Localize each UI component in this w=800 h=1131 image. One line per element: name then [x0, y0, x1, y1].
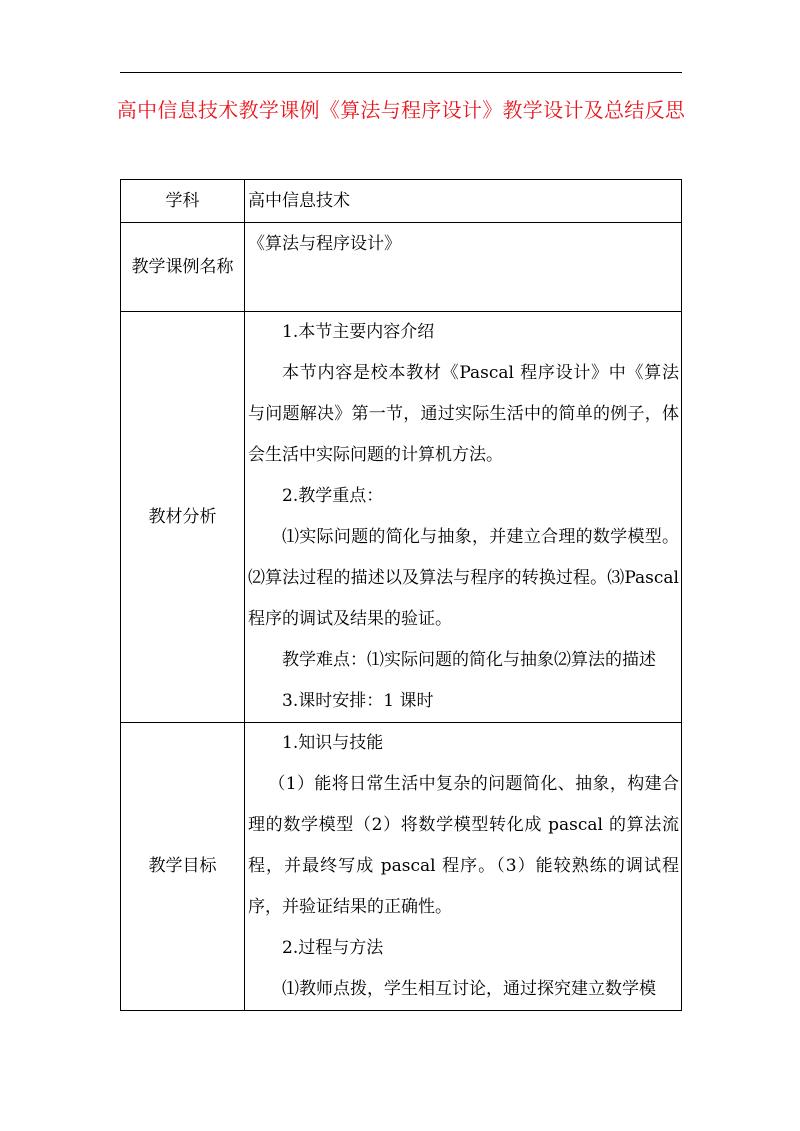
- goals-label: 教学目标: [121, 723, 245, 1011]
- subject-label: 学科: [121, 180, 245, 223]
- analysis-focus-text: ⑴实际问题的简化与抽象，并建立合理的数学模型。⑵算法过程的描述以及算法与程序的转换过程。⑶Pascal 程序的调试及结果的验证。: [248, 527, 679, 629]
- analysis-heading-intro: 1.本节主要内容介绍: [282, 322, 435, 342]
- table-row-subject: [121, 180, 682, 223]
- table-row-case-name: [121, 223, 682, 312]
- goals-content: [245, 723, 682, 1011]
- analysis-label: 教材分析: [121, 312, 245, 723]
- case-name-value: 《算法与程序设计》: [245, 223, 682, 312]
- lesson-plan-table: [120, 179, 682, 1011]
- goals-heading-process: 2.过程与方法: [282, 938, 384, 958]
- case-name-label: 教学课例名称: [121, 223, 245, 312]
- subject-value: 高中信息技术: [245, 180, 682, 223]
- header-rule: [120, 72, 682, 73]
- document-title: 高中信息技术教学课例《算法与程序设计》教学设计及总结反思: [116, 98, 686, 122]
- analysis-heading-focus: 2.教学重点：: [282, 486, 384, 506]
- analysis-intro-text: 本节内容是校本教材《Pascal 程序设计》中《算法与问题解决》第一节，通过实际生活中的简单的例子，体会生活中实际问题的计算机方法。: [248, 363, 679, 465]
- analysis-schedule-text: 3.课时安排：1 课时: [282, 691, 434, 711]
- analysis-content: [245, 312, 682, 723]
- goals-process-text: ⑴教师点拨，学生相互讨论，通过探究建立数学模: [282, 979, 656, 999]
- table-row-analysis: [121, 312, 682, 723]
- goals-heading-knowledge: 1.知识与技能: [282, 733, 384, 753]
- table-row-goals: [121, 723, 682, 1011]
- goals-knowledge-text: （1）能将日常生活中复杂的问题简化、抽象，构建合理的数学模型（2）将数学模型转化成 pascal 的算法流程，并最终写成 pascal 程序。（3）能较熟练的调试程序，并验证结果的正确性。: [248, 774, 679, 917]
- analysis-difficulty-text: 教学难点：⑴实际问题的简化与抽象⑵算法的描述: [282, 650, 656, 670]
